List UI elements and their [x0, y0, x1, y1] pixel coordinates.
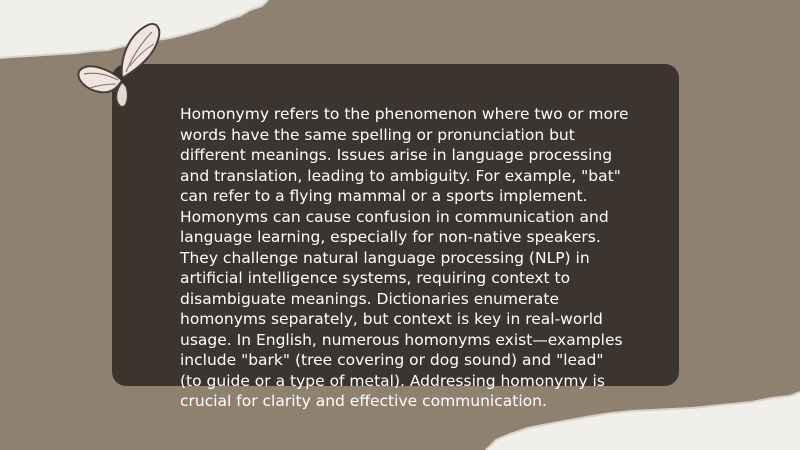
- butterfly-icon: [70, 18, 170, 113]
- body-text: Homonymy refers to the phenomenon where two or more words have the same spelling or pronunciation but different meanings. Issues arise in language processing and translation, leading to ambiguity. For example, "bat" can refer to a flying mammal or a sports implement. Homonyms can cause confusion in communication and language learning, especially for non-native speakers. They challenge natural language processing (NLP) in artificial intelligence systems, requiring context to disambiguate meanings. Dictionaries enumerate homonyms separately, but context is key in real-world usage. In English, numerous homonyms exist—examples include "bark" (tree covering or dog sound) and "lead" (to guide or a type of metal). Addressing homonymy is crucial for clarity and effective communication.: [180, 105, 629, 410]
